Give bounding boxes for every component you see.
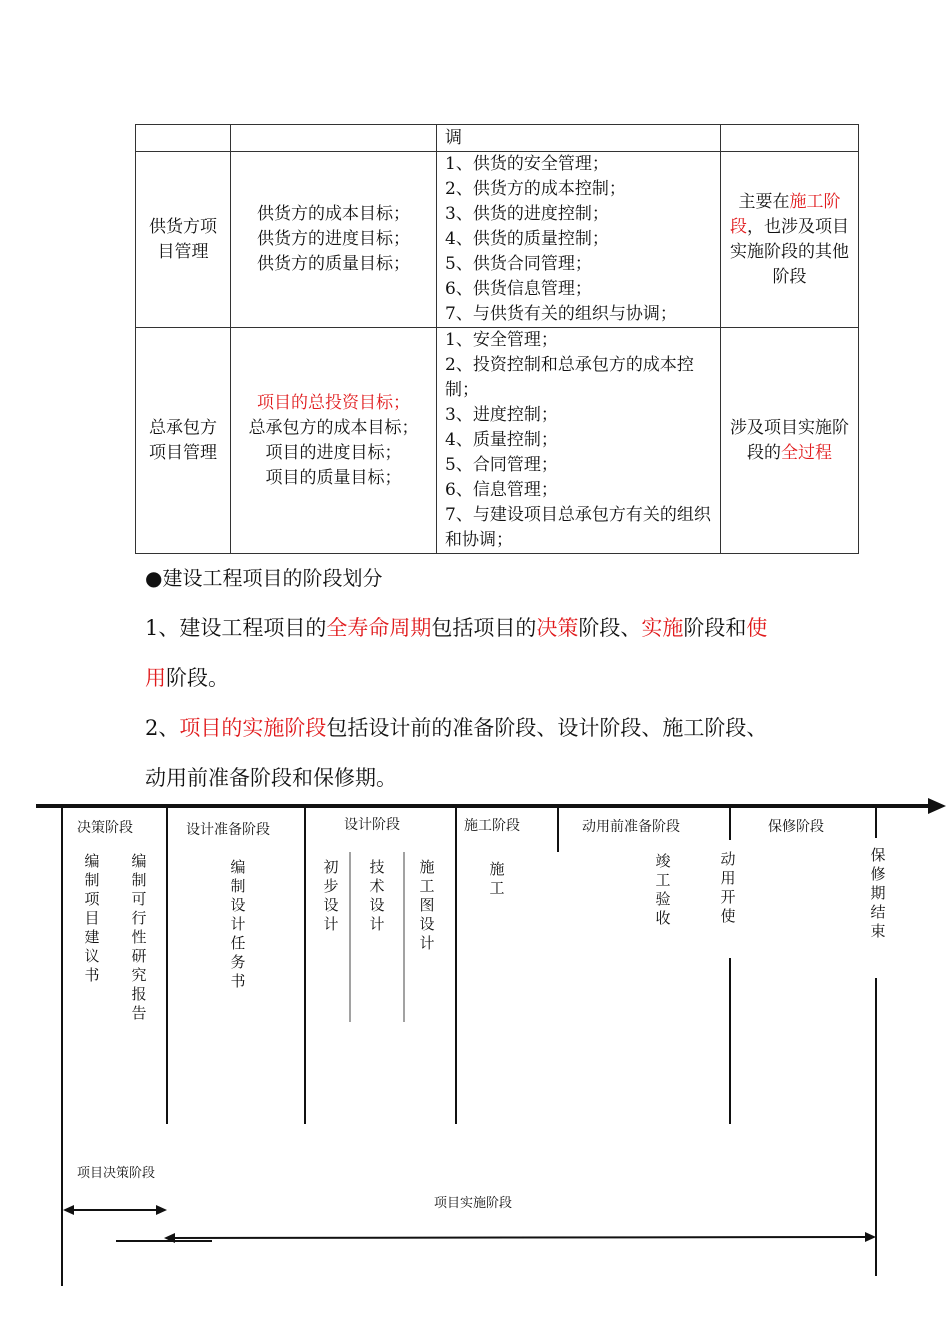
paragraph-2-line-1: 2、项目的实施阶段包括设计前的准备阶段、设计阶段、施工阶段、	[145, 716, 768, 740]
goal-line: 项目的总投资目标；	[257, 392, 410, 413]
activity-label: 竣工验收	[655, 852, 671, 927]
task-line: 1、供货的安全管理；	[445, 154, 609, 174]
continued-cell: 调	[437, 125, 721, 152]
goal-line: 供货方的进度目标；	[257, 229, 410, 249]
activity-label: 施工	[489, 860, 505, 897]
paragraph-1-line-1: 1、建设工程项目的全寿命周期包括项目的决策阶段、实施阶段和使	[145, 616, 768, 640]
decision-span-label: 项目决策阶段	[77, 1166, 156, 1181]
goal-line: 项目的质量目标；	[265, 467, 402, 488]
task-line: 6、信息管理；	[445, 480, 558, 500]
activity-label: 编制项目建议书	[84, 852, 100, 984]
activity-label: 技术设计	[369, 858, 385, 933]
task-line: 2、供货方的成本控制；	[445, 179, 626, 199]
phase-label: 设计阶段	[344, 817, 400, 833]
time-axis-arrowhead-icon	[928, 798, 946, 814]
task-line: 7、与建设项目总承包方有关的组织和协调；	[445, 505, 711, 550]
task-line: 7、与供货有关的组织与协调；	[445, 304, 677, 324]
implementation-span-line	[168, 1237, 872, 1238]
task-line: 6、供货信息管理；	[445, 279, 592, 299]
goal-line: 供货方的成本目标；	[257, 204, 410, 224]
right-arrowhead-icon	[156, 1205, 167, 1215]
paragraph-1-line-2: 用阶段。	[145, 666, 229, 690]
goal-line: 总承包方的成本目标；	[248, 417, 419, 438]
period-cell: 涉及项目实施阶段的全过程	[721, 328, 859, 554]
phase-label: 设计准备阶段	[186, 822, 270, 838]
right-arrowhead-icon	[865, 1232, 876, 1242]
phase-label: 施工阶段	[464, 818, 520, 834]
party-cell: 总承包方项目管理	[136, 328, 231, 554]
phase-label: 动用前准备阶段	[582, 819, 680, 835]
left-arrowhead-icon	[63, 1205, 74, 1215]
goal-line: 供货方的质量目标；	[257, 254, 410, 274]
phase-label: 决策阶段	[77, 820, 133, 836]
activity-label: 保修期结束	[870, 846, 886, 940]
task-line: 5、合同管理；	[445, 455, 558, 475]
paragraph-2-line-2: 动用前准备阶段和保修期。	[145, 766, 397, 790]
activity-label: 编制可行性研究报告	[131, 852, 147, 1022]
period-cell: 主要在施工阶段，也涉及项目实施阶段的其他阶段	[721, 152, 859, 328]
activity-label: 编制设计任务书	[230, 858, 246, 990]
task-line: 4、供货的质量控制；	[445, 229, 609, 249]
task-line: 3、进度控制；	[445, 405, 558, 425]
task-line: 2、投资控制和总承包方的成本控制；	[445, 355, 694, 400]
task-line: 4、质量控制；	[445, 430, 558, 450]
phase-label: 保修阶段	[768, 819, 824, 835]
task-line: 5、供货合同管理；	[445, 254, 592, 274]
task-line: 3、供货的进度控制；	[445, 204, 609, 224]
implementation-span-label: 项目实施阶段	[434, 1196, 513, 1211]
goal-line: 项目的进度目标；	[265, 442, 402, 463]
section-heading: ●建设工程项目的阶段划分	[145, 566, 383, 590]
task-line: 1、安全管理；	[445, 330, 558, 350]
activity-label: 初步设计	[323, 858, 339, 933]
activity-label: 施工图设计	[419, 858, 435, 952]
party-cell: 供货方项目管理	[136, 152, 231, 328]
activity-label: 动用开使	[720, 850, 736, 925]
